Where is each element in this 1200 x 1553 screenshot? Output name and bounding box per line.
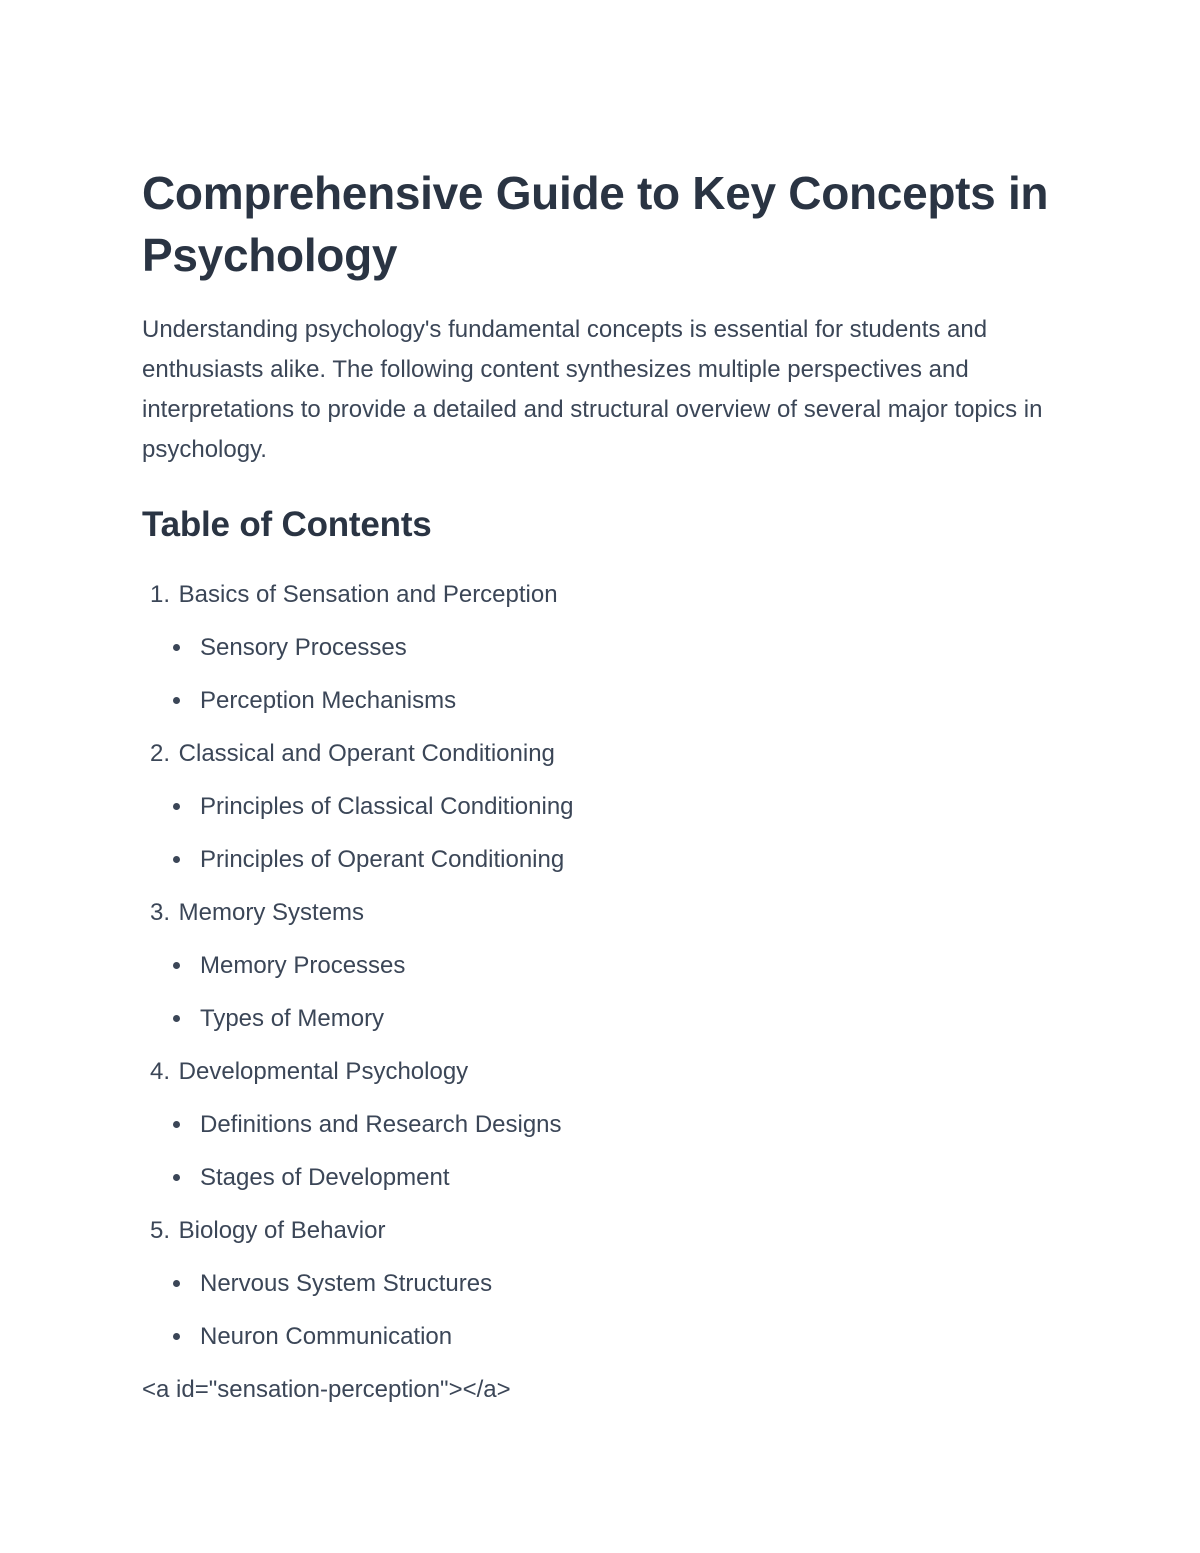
- bullet-icon: [173, 962, 180, 969]
- toc-sublist: [142, 939, 1060, 1045]
- toc-sublist: [142, 621, 1060, 727]
- toc-subitem[interactable]: [142, 674, 1060, 727]
- toc-subitem-label: Definitions and Research Designs: [200, 1111, 562, 1138]
- toc-subitem[interactable]: [142, 780, 1060, 833]
- raw-anchor-text: <a id="sensation-perception"></a>: [142, 1376, 511, 1403]
- toc-link-sensation-perception[interactable]: [142, 568, 1060, 621]
- table-of-contents: [142, 568, 1060, 1363]
- toc-subitem-label: Principles of Classical Conditioning: [200, 793, 574, 820]
- toc-sublist: [142, 780, 1060, 886]
- toc-subitem-label: Memory Processes: [200, 952, 406, 979]
- bullet-icon: [173, 803, 180, 810]
- toc-subitem[interactable]: [142, 1151, 1060, 1204]
- toc-label: Developmental Psychology: [178, 1058, 469, 1085]
- toc-number: 1.: [149, 581, 170, 608]
- toc-link-developmental[interactable]: [142, 1045, 1060, 1098]
- bullet-icon: [173, 644, 180, 651]
- bullet-icon: [173, 1174, 180, 1181]
- toc-section-5: [142, 1204, 1060, 1363]
- toc-section-3: [142, 886, 1060, 1045]
- bullet-icon: [173, 697, 180, 704]
- toc-subitem-label: Perception Mechanisms: [200, 687, 457, 714]
- toc-subitem-label: Types of Memory: [200, 1005, 385, 1032]
- toc-label: Biology of Behavior: [178, 1217, 386, 1244]
- toc-label: Classical and Operant Conditioning: [178, 740, 555, 767]
- toc-sublist: [142, 1098, 1060, 1204]
- toc-heading: Table of Contents: [142, 505, 432, 544]
- toc-subitem[interactable]: [142, 1310, 1060, 1363]
- bullet-icon: [173, 1015, 180, 1022]
- toc-subitem[interactable]: [142, 621, 1060, 674]
- toc-label: Memory Systems: [178, 899, 365, 926]
- toc-subitem-label: Principles of Operant Conditioning: [200, 846, 565, 873]
- toc-section-2: [142, 727, 1060, 886]
- toc-subitem[interactable]: [142, 992, 1060, 1045]
- toc-subitem-label: Sensory Processes: [200, 634, 407, 661]
- bullet-icon: [173, 1121, 180, 1128]
- toc-link-memory[interactable]: [142, 886, 1060, 939]
- toc-number: 4.: [149, 1058, 170, 1085]
- toc-number: 2.: [149, 740, 170, 767]
- toc-subitem-label: Nervous System Structures: [200, 1270, 493, 1297]
- intro-paragraph: Understanding psychology's fundamental concepts is essential for students and enthusiasts alike. The following content synthesizes multiple perspectives and interpretations to provide a detailed and structural overview of several major topics in psychology.: [142, 316, 1043, 463]
- document-title: Comprehensive Guide to Key Concepts in Psychology: [142, 167, 1049, 281]
- bullet-icon: [173, 856, 180, 863]
- toc-link-biology[interactable]: [142, 1204, 1060, 1257]
- toc-sublist: [142, 1257, 1060, 1363]
- toc-subitem[interactable]: [142, 833, 1060, 886]
- toc-subitem-label: Stages of Development: [200, 1164, 450, 1191]
- toc-number: 3.: [149, 899, 170, 926]
- toc-subitem[interactable]: [142, 1098, 1060, 1151]
- toc-link-conditioning[interactable]: [142, 727, 1060, 780]
- toc-number: 5.: [149, 1217, 170, 1244]
- toc-section-1: [142, 568, 1060, 727]
- toc-subitem-label: Neuron Communication: [200, 1323, 453, 1350]
- bullet-icon: [173, 1333, 180, 1340]
- toc-section-4: [142, 1045, 1060, 1204]
- bullet-icon: [173, 1280, 180, 1287]
- toc-label: Basics of Sensation and Perception: [178, 581, 558, 608]
- toc-subitem[interactable]: [142, 939, 1060, 992]
- toc-subitem[interactable]: [142, 1257, 1060, 1310]
